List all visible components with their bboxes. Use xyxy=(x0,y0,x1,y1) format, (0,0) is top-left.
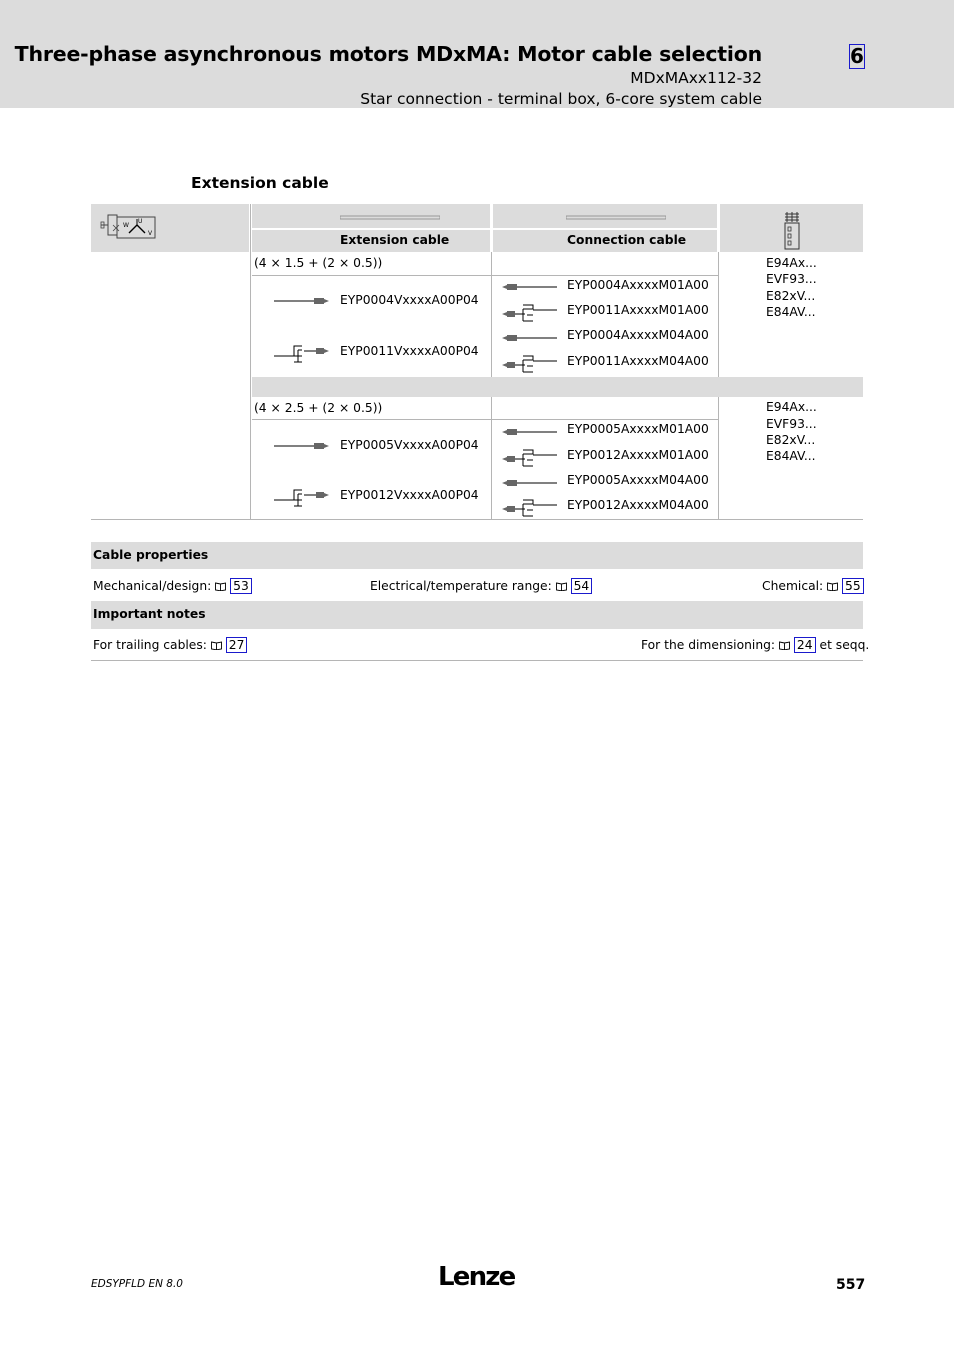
straight-connector-icon xyxy=(501,477,557,489)
chapter-link[interactable]: 6 xyxy=(850,44,864,68)
page-number: 557 xyxy=(836,1277,866,1293)
trailing-label: For trailing cables: xyxy=(93,638,207,652)
extension-part-number: EYP0004VxxxxA00P04 xyxy=(340,293,479,307)
page-header xyxy=(0,0,954,108)
straight-connector-icon xyxy=(274,440,330,452)
electrical-page-link[interactable]: 54 xyxy=(571,578,593,594)
page-title: Three-phase asynchronous motors MDxMA: Motor cable selection xyxy=(14,42,762,66)
straight-connector-icon xyxy=(501,332,557,344)
straight-connector-icon xyxy=(274,295,330,307)
controller-header-cell xyxy=(720,204,863,252)
book-icon xyxy=(827,582,838,591)
important-notes-heading: Important notes xyxy=(93,607,206,621)
book-icon xyxy=(211,641,222,650)
angled-connector-icon xyxy=(501,446,557,468)
cross-section-label: (4 × 1.5 + (2 × 0.5)) xyxy=(254,256,383,270)
controller-type: E82xV... xyxy=(766,433,816,447)
extension-part-number: EYP0012VxxxxA00P04 xyxy=(340,488,479,502)
book-icon xyxy=(556,582,567,591)
svg-text:V: V xyxy=(148,230,153,237)
connection-cable-icon-cell xyxy=(493,204,717,228)
lenze-logo: Lenze xyxy=(438,1262,515,1292)
controller-type: EVF93... xyxy=(766,272,817,286)
cable-properties-header xyxy=(91,542,863,569)
important-notes-header xyxy=(91,601,863,629)
svg-text:W: W xyxy=(123,222,129,229)
extension-cable-header xyxy=(252,230,490,252)
controller-type: E84AV... xyxy=(766,305,816,319)
motor-header-cell xyxy=(91,204,249,252)
book-icon xyxy=(215,582,226,591)
cross-section-label: (4 × 2.5 + (2 × 0.5)) xyxy=(254,401,383,415)
connection-part-number: EYP0012AxxxxM04A00 xyxy=(567,498,709,512)
group-separator xyxy=(252,377,863,397)
cable-icon xyxy=(566,214,666,222)
electrical-reference xyxy=(370,579,592,593)
angled-connector-icon xyxy=(501,301,557,323)
chemical-label: Chemical: xyxy=(762,579,824,593)
cable-icon xyxy=(340,214,440,222)
mechanical-label: Mechanical/design: xyxy=(93,579,212,593)
document-id: EDSYPFLD EN 8.0 xyxy=(91,1278,183,1290)
mechanical-page-link[interactable]: 53 xyxy=(230,578,252,594)
chemical-page-link[interactable]: 55 xyxy=(842,578,864,594)
controller-type: E94Ax... xyxy=(766,400,817,414)
angled-connector-icon xyxy=(274,486,330,508)
svg-text:U: U xyxy=(138,218,143,225)
dimensioning-page-link[interactable]: 24 xyxy=(794,637,816,653)
controller-type: E84AV... xyxy=(766,449,816,463)
controller-type: EVF93... xyxy=(766,417,817,431)
cable-properties-heading: Cable properties xyxy=(93,548,209,562)
section-title: Extension cable xyxy=(191,174,329,192)
trailing-reference xyxy=(93,638,247,652)
connection-part-number: EYP0011AxxxxM04A00 xyxy=(567,354,709,368)
controller-type: E94Ax... xyxy=(766,256,817,270)
controller-icon xyxy=(782,211,802,251)
straight-connector-icon xyxy=(501,281,557,293)
extension-cable-label: Extension cable xyxy=(340,233,450,247)
mechanical-reference xyxy=(93,579,252,593)
connection-part-number: EYP0005AxxxxM04A00 xyxy=(567,473,709,487)
dimensioning-reference xyxy=(641,638,869,652)
dimensioning-suffix: et seqq. xyxy=(819,638,870,652)
extension-part-number: EYP0005VxxxxA00P04 xyxy=(340,438,479,452)
extension-part-number: EYP0011VxxxxA00P04 xyxy=(340,344,479,358)
connection-part-number: EYP0004AxxxxM01A00 xyxy=(567,278,709,292)
connection-part-number: EYP0005AxxxxM01A00 xyxy=(567,422,709,436)
controller-type: E82xV... xyxy=(766,289,816,303)
angled-connector-icon xyxy=(274,342,330,364)
page-subtitle-connection: Star connection - terminal box, 6-core system cable xyxy=(360,90,762,108)
trailing-page-link[interactable]: 27 xyxy=(226,637,248,653)
angled-connector-icon xyxy=(501,496,557,518)
connection-cable-header xyxy=(493,230,717,252)
connection-part-number: EYP0004AxxxxM04A00 xyxy=(567,328,709,342)
dimensioning-label: For the dimensioning: xyxy=(641,638,776,652)
electrical-label: Electrical/temperature range: xyxy=(370,579,552,593)
page-subtitle-model: MDxMAxx112-32 xyxy=(630,69,762,87)
book-icon xyxy=(779,641,790,650)
chemical-reference xyxy=(762,579,864,593)
straight-connector-icon xyxy=(501,426,557,438)
connection-cable-label: Connection cable xyxy=(567,233,687,247)
angled-connector-icon xyxy=(501,352,557,374)
connection-part-number: EYP0012AxxxxM01A00 xyxy=(567,448,709,462)
connection-part-number: EYP0011AxxxxM01A00 xyxy=(567,303,709,317)
extension-cable-icon-cell xyxy=(252,204,490,228)
motor-icon xyxy=(99,213,157,243)
